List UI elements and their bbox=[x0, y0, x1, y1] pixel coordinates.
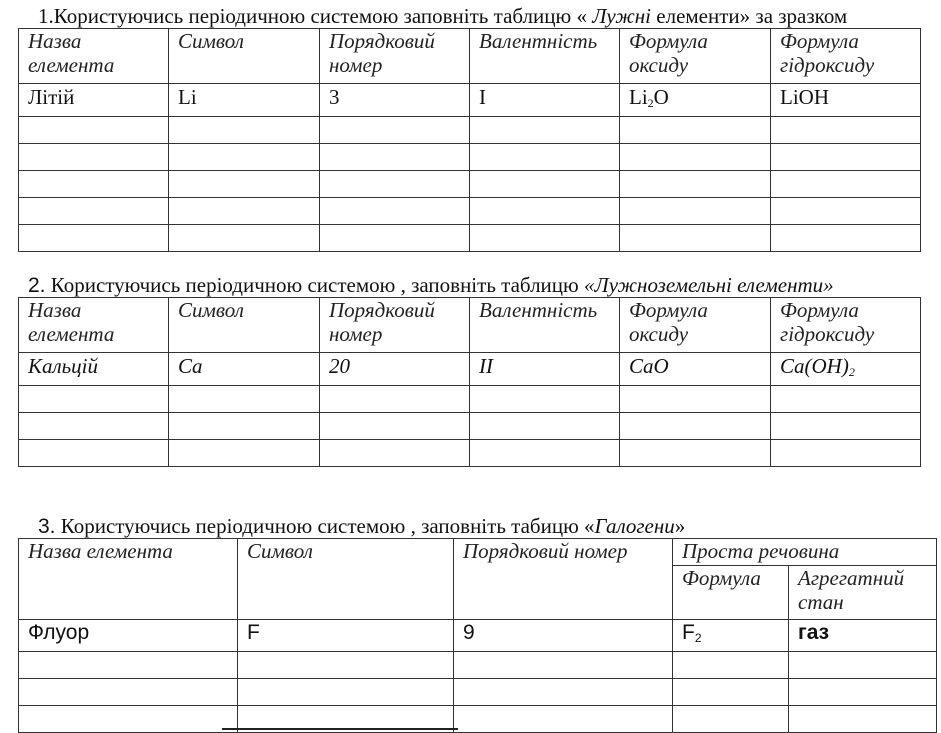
example-name: Кальцій bbox=[19, 353, 169, 386]
example-symbol: Ca bbox=[169, 353, 320, 386]
section-2-heading-text: Користуючись періодичною системою , заповніть таблицю bbox=[45, 273, 584, 297]
example-symbol: F bbox=[238, 620, 454, 652]
blank-cell[interactable] bbox=[169, 198, 320, 225]
blank-cell[interactable] bbox=[19, 144, 169, 171]
example-valence: II bbox=[470, 353, 620, 386]
blank-cell[interactable] bbox=[320, 117, 470, 144]
blank-cell[interactable] bbox=[238, 679, 454, 706]
example-valence: I bbox=[470, 84, 620, 117]
blank-cell[interactable] bbox=[320, 171, 470, 198]
blank-cell[interactable] bbox=[673, 652, 789, 679]
section-1-number: 1. bbox=[38, 4, 54, 28]
header-hydroxide-formula: Формула гідроксиду bbox=[771, 29, 921, 84]
example-symbol: Li bbox=[169, 84, 320, 117]
blank-cell[interactable] bbox=[620, 386, 771, 413]
table-row-example bbox=[19, 620, 937, 652]
blank-cell[interactable] bbox=[470, 144, 620, 171]
halogens-table bbox=[18, 538, 937, 733]
header-simple-substance: Проста речовина bbox=[673, 539, 937, 566]
header-element-name: Назва елемента bbox=[19, 29, 169, 84]
example-name: Флуор bbox=[19, 620, 238, 652]
blank-cell[interactable] bbox=[771, 144, 921, 171]
example-number: 9 bbox=[454, 620, 673, 652]
example-formula: $F_2$ bbox=[673, 620, 789, 652]
blank-cell[interactable] bbox=[169, 171, 320, 198]
blank-cell[interactable] bbox=[620, 144, 771, 171]
blank-cell[interactable] bbox=[19, 706, 238, 733]
section-3-number: 3. bbox=[38, 515, 56, 538]
blank-cell[interactable] bbox=[169, 440, 320, 467]
section-1-heading bbox=[38, 4, 847, 28]
header-symbol: Символ bbox=[169, 298, 320, 353]
table-row-blank bbox=[19, 413, 921, 440]
section-3-heading-tail: » bbox=[674, 514, 686, 538]
header-element-name: Назва елемента bbox=[19, 539, 238, 620]
blank-cell[interactable] bbox=[19, 225, 169, 252]
blank-cell[interactable] bbox=[789, 652, 937, 679]
example-oxide: $Li_2O$ bbox=[620, 84, 771, 117]
blank-cell[interactable] bbox=[771, 198, 921, 225]
example-oxide: CaO bbox=[620, 353, 771, 386]
example-number: 3 bbox=[320, 84, 470, 117]
header-atomic-number: Порядковий номер bbox=[320, 298, 470, 353]
blank-cell[interactable] bbox=[19, 198, 169, 225]
blank-cell[interactable] bbox=[19, 117, 169, 144]
blank-cell[interactable] bbox=[238, 652, 454, 679]
example-name: Літій bbox=[19, 84, 169, 117]
header-element-name: Назва елемента bbox=[19, 298, 169, 353]
blank-cell[interactable] bbox=[169, 225, 320, 252]
table-row-blank bbox=[19, 144, 921, 171]
table-row-example bbox=[19, 84, 921, 117]
blank-cell[interactable] bbox=[19, 171, 169, 198]
blank-cell[interactable] bbox=[771, 171, 921, 198]
bottom-divider bbox=[222, 728, 458, 730]
table-header-row bbox=[19, 298, 921, 353]
section-1-heading-tail: елементи» за зразком bbox=[651, 4, 848, 28]
blank-cell[interactable] bbox=[169, 413, 320, 440]
table-row-blank bbox=[19, 117, 921, 144]
blank-cell[interactable] bbox=[771, 225, 921, 252]
blank-cell[interactable] bbox=[620, 171, 771, 198]
alkali-metals-table bbox=[18, 28, 921, 252]
table-row-blank bbox=[19, 440, 921, 467]
blank-cell[interactable] bbox=[771, 413, 921, 440]
table-header-row bbox=[19, 539, 937, 566]
alkaline-earth-metals-table bbox=[18, 297, 921, 467]
blank-cell[interactable] bbox=[454, 679, 673, 706]
table-header-row bbox=[19, 29, 921, 84]
blank-cell[interactable] bbox=[470, 198, 620, 225]
blank-cell[interactable] bbox=[620, 413, 771, 440]
blank-cell[interactable] bbox=[789, 679, 937, 706]
table-row-blank bbox=[19, 198, 921, 225]
example-hydroxide: $Ca(OH)_2$ bbox=[771, 353, 921, 386]
blank-cell[interactable] bbox=[19, 413, 169, 440]
blank-cell[interactable] bbox=[320, 198, 470, 225]
header-symbol: Символ bbox=[169, 29, 320, 84]
blank-cell[interactable] bbox=[320, 440, 470, 467]
header-symbol: Символ bbox=[238, 539, 454, 620]
header-oxide-formula: Формула оксиду bbox=[620, 298, 771, 353]
section-3-heading-text: Користуючись періодичною системою , заповніть табицю « bbox=[55, 514, 595, 538]
blank-cell[interactable] bbox=[789, 706, 937, 733]
section-2-heading bbox=[28, 273, 834, 298]
table-row-blank bbox=[19, 679, 937, 706]
blank-cell[interactable] bbox=[771, 386, 921, 413]
blank-cell[interactable] bbox=[454, 706, 673, 733]
section-3-heading bbox=[38, 514, 685, 539]
header-oxide-formula: Формула оксиду bbox=[620, 29, 771, 84]
section-2-number: 2. bbox=[28, 274, 46, 297]
blank-cell[interactable] bbox=[771, 117, 921, 144]
blank-cell[interactable] bbox=[470, 440, 620, 467]
header-aggregate-state: Агрегатний стан bbox=[789, 566, 937, 620]
blank-cell[interactable] bbox=[454, 652, 673, 679]
example-hydroxide: LiOH bbox=[771, 84, 921, 117]
blank-cell[interactable] bbox=[320, 225, 470, 252]
blank-cell[interactable] bbox=[673, 679, 789, 706]
blank-cell[interactable] bbox=[470, 171, 620, 198]
blank-cell[interactable] bbox=[320, 413, 470, 440]
blank-cell[interactable] bbox=[19, 386, 169, 413]
blank-cell[interactable] bbox=[169, 386, 320, 413]
header-formula: Формула bbox=[673, 566, 789, 620]
section-3-heading-italic: Галогени bbox=[594, 514, 675, 538]
table-row-blank bbox=[19, 225, 921, 252]
table-row-blank bbox=[19, 652, 937, 679]
header-hydroxide-formula: Формула гідроксиду bbox=[771, 298, 921, 353]
example-state: газ bbox=[789, 620, 937, 652]
blank-cell[interactable] bbox=[620, 198, 771, 225]
blank-cell[interactable] bbox=[320, 386, 470, 413]
blank-cell[interactable] bbox=[673, 706, 789, 733]
header-atomic-number: Порядковий номер bbox=[320, 29, 470, 84]
blank-cell[interactable] bbox=[19, 679, 238, 706]
header-valence: Валентність bbox=[470, 29, 620, 84]
blank-cell[interactable] bbox=[470, 117, 620, 144]
table-row-blank bbox=[19, 706, 937, 733]
blank-cell[interactable] bbox=[620, 440, 771, 467]
blank-cell[interactable] bbox=[470, 413, 620, 440]
blank-cell[interactable] bbox=[19, 440, 169, 467]
table-row-blank bbox=[19, 386, 921, 413]
header-atomic-number: Порядковий номер bbox=[454, 539, 673, 620]
blank-cell[interactable] bbox=[169, 117, 320, 144]
section-1-heading-text: Користуючись періодичною системою заповніть таблицю « bbox=[53, 4, 593, 28]
blank-cell[interactable] bbox=[771, 440, 921, 467]
section-1-heading-italic: Лужні bbox=[592, 4, 652, 28]
blank-cell[interactable] bbox=[320, 144, 470, 171]
blank-cell[interactable] bbox=[470, 225, 620, 252]
blank-cell[interactable] bbox=[620, 225, 771, 252]
example-number: 20 bbox=[320, 353, 470, 386]
blank-cell[interactable] bbox=[470, 386, 620, 413]
blank-cell[interactable] bbox=[169, 144, 320, 171]
blank-cell[interactable] bbox=[620, 117, 771, 144]
table-row-example bbox=[19, 353, 921, 386]
section-2-heading-italic: «Лужноземельні елементи» bbox=[583, 273, 834, 297]
header-valence: Валентність bbox=[470, 298, 620, 353]
table-row-blank bbox=[19, 171, 921, 198]
blank-cell[interactable] bbox=[19, 652, 238, 679]
